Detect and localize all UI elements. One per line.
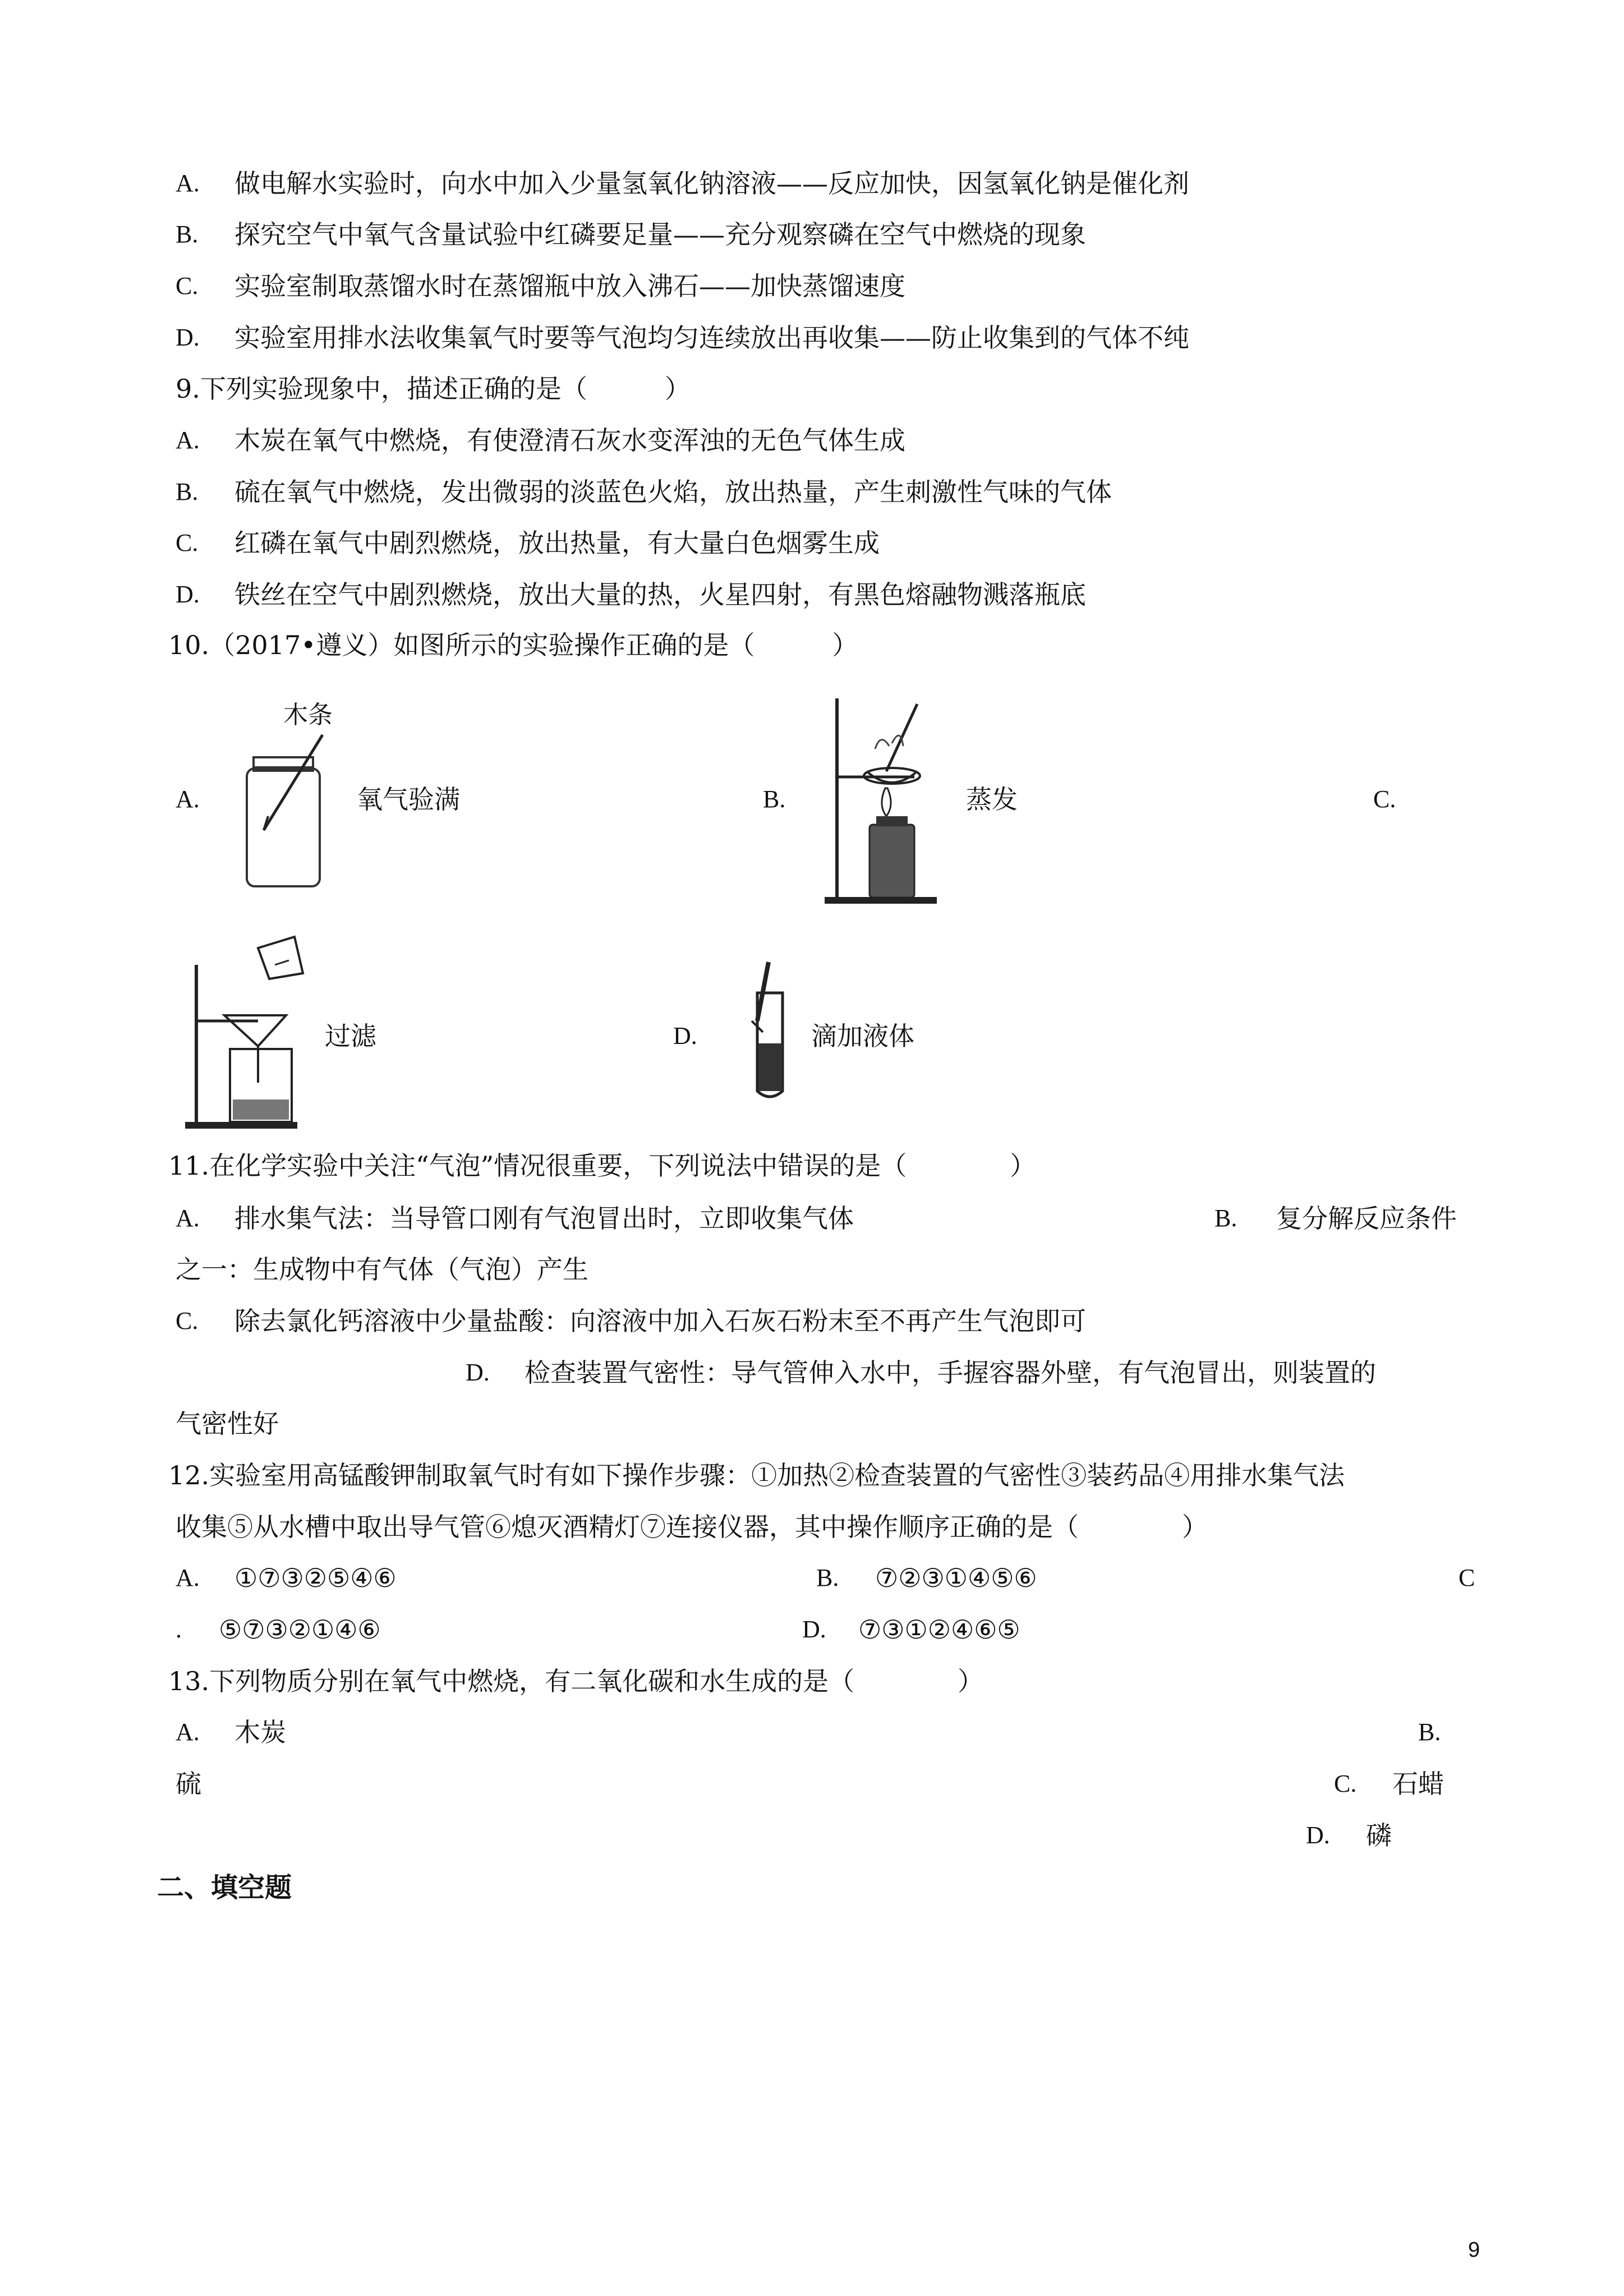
q11-option-c-text: 除去氯化钙溶液中少量盐酸：向溶液中加入石灰石粉末至不再产生气泡即可 (234, 1306, 1086, 1336)
dropper-figure (740, 959, 802, 1105)
option-text: 实验室用排水法收集氧气时要等气泡均匀连续放出再收集——防止收集到的气体不纯 (234, 323, 1189, 353)
q11-option-c-label: C. (176, 1307, 199, 1335)
q13-option-a-text: 木炭 (234, 1717, 286, 1747)
option-label: A. (176, 169, 200, 197)
q10-option-a-text: 氧气验满 (357, 784, 460, 815)
option-label: B. (176, 220, 199, 248)
evaporation-figure (825, 693, 954, 906)
q12-option-c-label: C (1459, 1564, 1475, 1591)
q11-option-b-text-2: 之一：生成物中有气体（气泡）产生 (176, 1254, 588, 1285)
q10-option-b-text: 蒸发 (966, 784, 1018, 815)
q12-option-c-text: ⑤⑦③②①④⑥ (219, 1614, 381, 1645)
option-text: 实验室制取蒸馏水时在蒸馏瓶中放入沸石——加快蒸馏速度 (234, 271, 905, 301)
q13-option-d-label: D. (1306, 1821, 1330, 1849)
q10-option-d-label: D. (673, 1022, 697, 1050)
option-label: D. (176, 324, 200, 351)
q12-stem-line-1: 12.实验室用高锰酸钾制取氧气时有如下操作步骤：①加热②检查装置的气密性③装药品④用排水集气法 (168, 1460, 1345, 1490)
q13-option-b-label: B. (1418, 1718, 1441, 1746)
q10-option-c-text: 过滤 (325, 1021, 376, 1051)
option-text: 铁丝在空气中剧烈燃烧，放出大量的热，火星四射，有黑色熔融物溅落瓶底 (234, 579, 1086, 610)
q11-option-d-text-2: 气密性好 (176, 1409, 279, 1439)
q12-option-d-label: D. (802, 1616, 826, 1643)
q10-option-b-label: B. (763, 785, 786, 813)
q10-option-c-label: C. (1373, 785, 1396, 813)
q11-option-b-label: B. (1214, 1204, 1237, 1232)
q13-option-a-label: A. (176, 1718, 200, 1746)
q12-option-c-dot: . (176, 1616, 182, 1643)
q13-option-c-text: 石蜡 (1392, 1769, 1444, 1799)
option-text: 木炭在氧气中燃烧，有使澄清石灰水变浑浊的无色气体生成 (234, 425, 905, 455)
q10-option-d-text: 滴加液体 (811, 1021, 914, 1051)
option-text: 探究空气中氧气含量试验中红磷要足量——充分观察磷在空气中燃烧的现象 (234, 219, 1086, 250)
option-label: A. (176, 426, 200, 454)
section-title: 二、填空题 (157, 1872, 292, 1903)
q13-option-d-text: 磷 (1366, 1820, 1392, 1851)
page-number: 9 (1468, 2238, 1480, 2262)
option-label: D. (176, 581, 200, 608)
q11-option-a-label: A. (176, 1204, 200, 1232)
option-label: B. (176, 478, 199, 505)
option-label: C. (176, 272, 199, 300)
q9-stem: 9.下列实验现象中，描述正确的是（ ） (176, 374, 691, 404)
fig-a-caption: 木条 (283, 701, 333, 729)
q12-option-b-label: B. (816, 1564, 839, 1591)
filtration-figure (174, 931, 325, 1133)
q12-stem-line-2: 收集⑤从水槽中取出导气管⑥熄灭酒精灯⑦连接仪器，其中操作顺序正确的是（ ） (176, 1512, 1208, 1542)
q12-option-a-text: ①⑦③②⑤④⑥ (234, 1563, 397, 1593)
q12-option-b-text: ⑦②③①④⑤⑥ (875, 1563, 1037, 1593)
q13-option-c-label: C. (1334, 1770, 1357, 1797)
q10-option-a-label: A. (176, 785, 200, 813)
q11-option-b-text-1: 复分解反应条件 (1276, 1203, 1457, 1234)
option-label: C. (176, 529, 199, 556)
option-text: 红磷在氧气中剧烈燃烧，放出热量，有大量白色烟雾生成 (234, 528, 880, 558)
option-text: 硫在氧气中燃烧，发出微弱的淡蓝色火焰，放出热量，产生刺激性气味的气体 (234, 477, 1112, 507)
q11-option-a-text: 排水集气法：当导管口刚有气泡冒出时，立即收集气体 (234, 1203, 854, 1234)
q11-stem: 11.在化学实验中关注“气泡”情况很重要，下列说法中错误的是（ ） (168, 1151, 1036, 1181)
q10-stem: 10.（2017•遵义）如图所示的实验操作正确的是（ ） (168, 630, 858, 660)
option-text: 做电解水实验时，向水中加入少量氢氧化钠溶液——反应加快，因氢氧化钠是催化剂 (234, 168, 1189, 199)
q13-option-b-text: 硫 (176, 1769, 201, 1799)
q13-stem: 13.下列物质分别在氧气中燃烧，有二氧化碳和水生成的是（ ） (168, 1666, 984, 1696)
q11-option-d-label: D. (466, 1359, 490, 1386)
q11-option-d-text-1: 检查装置气密性：导气管伸入水中，手握容器外壁，有气泡冒出，则装置的 (525, 1358, 1376, 1388)
q12-option-d-text: ⑦③①②④⑥⑤ (858, 1614, 1020, 1645)
q12-option-a-label: A. (176, 1564, 200, 1591)
